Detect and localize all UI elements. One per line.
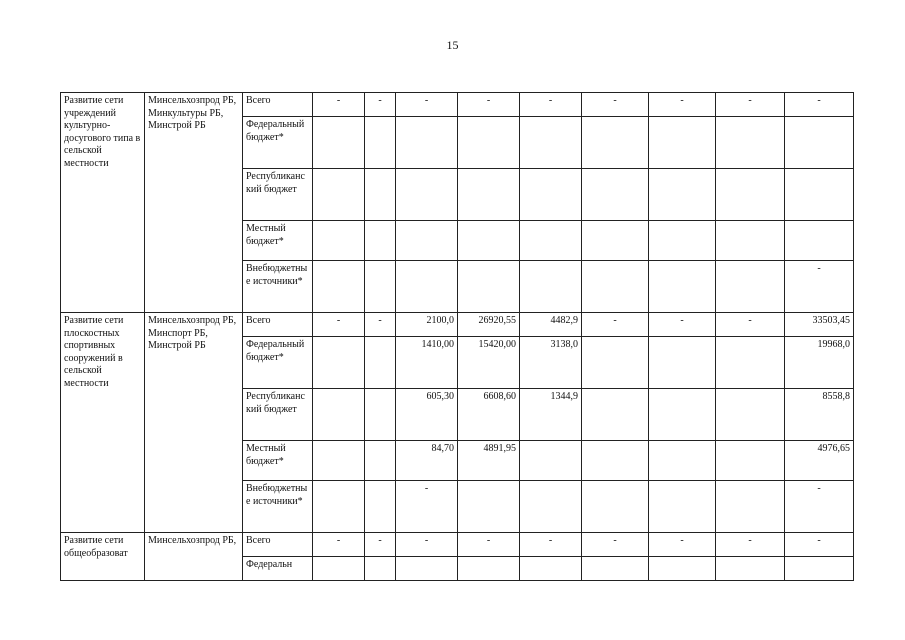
value-cell: - — [313, 533, 365, 557]
value-cell — [716, 261, 785, 313]
value-cell: - — [716, 313, 785, 337]
value-cell — [520, 481, 582, 533]
program-name-cell: Развитие сети учреждений культурно-досугового типа в сельской местности — [61, 93, 145, 313]
value-cell — [313, 441, 365, 481]
funding-source-cell: Федеральный бюджет* — [243, 117, 313, 169]
value-cell — [716, 117, 785, 169]
value-cell — [365, 441, 396, 481]
value-cell — [365, 261, 396, 313]
value-cell — [582, 441, 649, 481]
value-cell — [458, 481, 520, 533]
value-cell: - — [365, 313, 396, 337]
value-cell — [365, 337, 396, 389]
value-cell: - — [396, 533, 458, 557]
value-cell: 84,70 — [396, 441, 458, 481]
value-cell — [313, 389, 365, 441]
funding-source-cell: Всего — [243, 93, 313, 117]
value-cell — [582, 389, 649, 441]
value-cell — [520, 169, 582, 221]
value-cell: 4976,65 — [785, 441, 854, 481]
value-cell: 6608,60 — [458, 389, 520, 441]
value-cell: - — [520, 533, 582, 557]
value-cell — [313, 481, 365, 533]
value-cell — [313, 337, 365, 389]
value-cell — [649, 169, 716, 221]
value-cell — [520, 261, 582, 313]
value-cell — [716, 389, 785, 441]
value-cell — [716, 169, 785, 221]
value-cell: - — [785, 93, 854, 117]
value-cell — [649, 221, 716, 261]
value-cell — [396, 557, 458, 581]
program-name-cell: Развитие сети плоскостных спортивных сооружений в сельской местности — [61, 313, 145, 533]
value-cell — [520, 557, 582, 581]
value-cell — [716, 441, 785, 481]
funding-source-cell: Всего — [243, 313, 313, 337]
value-cell: - — [785, 533, 854, 557]
value-cell: - — [458, 93, 520, 117]
value-cell — [582, 481, 649, 533]
executor-cell: Минсельхозпрод РБ, Минспорт РБ, Минстрой РБ — [145, 313, 243, 533]
value-cell — [458, 169, 520, 221]
value-cell: - — [396, 93, 458, 117]
value-cell — [785, 169, 854, 221]
value-cell — [458, 261, 520, 313]
table-row — [61, 93, 854, 117]
value-cell — [396, 117, 458, 169]
value-cell — [365, 117, 396, 169]
value-cell — [396, 261, 458, 313]
value-cell — [520, 221, 582, 261]
value-cell: - — [649, 533, 716, 557]
value-cell — [582, 557, 649, 581]
value-cell — [785, 117, 854, 169]
value-cell: 8558,8 — [785, 389, 854, 441]
value-cell: 4891,95 — [458, 441, 520, 481]
value-cell: 1410,00 — [396, 337, 458, 389]
page-number: 15 — [446, 38, 459, 52]
program-name-cell: Развитие сети общеобразоват — [61, 533, 145, 581]
value-cell — [649, 441, 716, 481]
table-row — [61, 533, 854, 557]
value-cell — [716, 557, 785, 581]
value-cell — [582, 221, 649, 261]
value-cell: - — [785, 261, 854, 313]
executor-cell: Минсельхозпрод РБ, Минкультуры РБ, Минстрой РБ — [145, 93, 243, 313]
value-cell: - — [313, 313, 365, 337]
value-cell — [649, 389, 716, 441]
value-cell — [649, 337, 716, 389]
value-cell: 4482,9 — [520, 313, 582, 337]
value-cell — [365, 481, 396, 533]
value-cell — [582, 337, 649, 389]
value-cell: 26920,55 — [458, 313, 520, 337]
value-cell — [582, 117, 649, 169]
value-cell: 3138,0 — [520, 337, 582, 389]
value-cell — [458, 557, 520, 581]
value-cell — [313, 557, 365, 581]
funding-source-cell: Республиканский бюджет — [243, 169, 313, 221]
value-cell: - — [716, 93, 785, 117]
value-cell: - — [582, 533, 649, 557]
value-cell — [785, 557, 854, 581]
funding-source-cell: Внебюджетные источники* — [243, 261, 313, 313]
value-cell — [313, 221, 365, 261]
value-cell: 2100,0 — [396, 313, 458, 337]
value-cell: - — [649, 93, 716, 117]
executor-cell: Минсельхозпрод РБ, — [145, 533, 243, 581]
value-cell — [396, 169, 458, 221]
value-cell — [785, 221, 854, 261]
budget-table — [60, 92, 854, 581]
funding-source-cell: Всего — [243, 533, 313, 557]
funding-source-cell: Федеральн — [243, 557, 313, 581]
value-cell — [582, 261, 649, 313]
value-cell — [396, 221, 458, 261]
value-cell — [365, 557, 396, 581]
value-cell: - — [649, 313, 716, 337]
value-cell: - — [582, 93, 649, 117]
value-cell — [458, 221, 520, 261]
value-cell — [716, 481, 785, 533]
value-cell — [520, 117, 582, 169]
value-cell — [520, 441, 582, 481]
value-cell: 33503,45 — [785, 313, 854, 337]
value-cell: 19968,0 — [785, 337, 854, 389]
value-cell — [582, 169, 649, 221]
value-cell: - — [520, 93, 582, 117]
value-cell — [365, 221, 396, 261]
value-cell: 605,30 — [396, 389, 458, 441]
value-cell — [716, 221, 785, 261]
value-cell: 1344,9 — [520, 389, 582, 441]
funding-source-cell: Местный бюджет* — [243, 441, 313, 481]
value-cell — [716, 337, 785, 389]
table-row — [61, 313, 854, 337]
value-cell — [649, 557, 716, 581]
value-cell — [458, 117, 520, 169]
value-cell — [365, 169, 396, 221]
value-cell: - — [458, 533, 520, 557]
value-cell: - — [582, 313, 649, 337]
value-cell — [649, 481, 716, 533]
value-cell: - — [365, 533, 396, 557]
funding-source-cell: Федеральный бюджет* — [243, 337, 313, 389]
value-cell: - — [365, 93, 396, 117]
value-cell — [313, 169, 365, 221]
value-cell — [649, 261, 716, 313]
value-cell — [313, 117, 365, 169]
value-cell: - — [785, 481, 854, 533]
value-cell: - — [716, 533, 785, 557]
value-cell: - — [313, 93, 365, 117]
value-cell — [313, 261, 365, 313]
value-cell — [649, 117, 716, 169]
funding-source-cell: Местный бюджет* — [243, 221, 313, 261]
funding-source-cell: Республиканский бюджет — [243, 389, 313, 441]
funding-source-cell: Внебюджетные источники* — [243, 481, 313, 533]
table-body — [61, 93, 854, 581]
value-cell: 15420,00 — [458, 337, 520, 389]
value-cell — [365, 389, 396, 441]
value-cell: - — [396, 481, 458, 533]
